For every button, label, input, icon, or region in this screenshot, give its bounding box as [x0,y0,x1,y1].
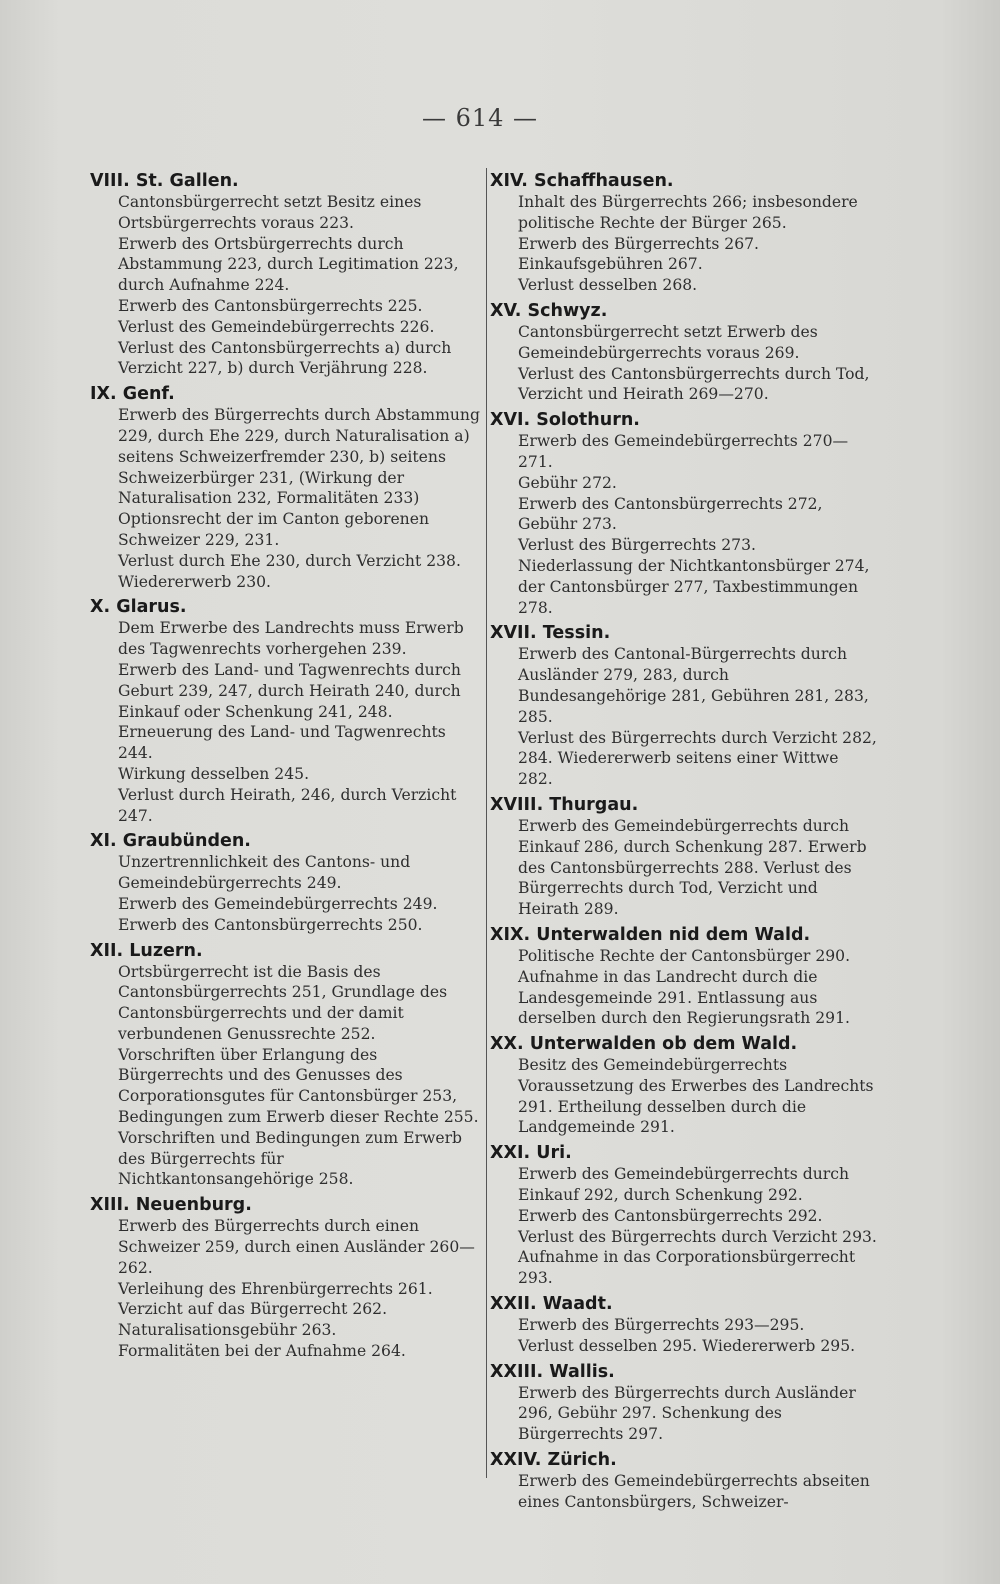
index-entry: Verlust des Gemeindebürgerrechts 226. [118,317,435,336]
index-entry: Verlust durch Heirath, 246, durch Verzicht 247. [118,785,457,825]
index-entry: Verlust des Bürgerrechts durch Verzicht 293. Aufnahme in das Corporationsbürgerrecht 293. [518,1227,877,1288]
index-entry: Verlust desselben 295. Wiedererwerb 295. [518,1336,856,1355]
index-entry: Optionsrecht der im Canton geborenen Schweizer 229, 231. [118,510,429,549]
index-section [490,1142,878,1289]
section-heading: XV. Schwyz. [490,300,608,321]
page-number: — 614 — [421,104,539,132]
section-heading: XXIII. Wallis. [490,1361,615,1382]
section-heading: XIX. Unterwalden nid dem Wald. [490,924,811,945]
right-column [490,168,878,1517]
index-entry: Gebühr 272. [518,473,617,492]
index-entry: Erwerb des Bürgerrechts 293—295. [518,1316,805,1335]
index-section [90,940,482,1191]
section-heading: X. Glarus. [90,597,187,618]
index-entry: Erwerb des Gemeindebürgerrechts 249. [118,894,438,913]
index-entry: Erwerb des Gemeindebürgerrechts durch Einkauf 286, durch Schenkung 287. Erwerb des Cantonsbürgerrechts 288. Verlust des Bürgerrechts durch Tod, Verzicht und Heirath 289. [518,816,867,919]
index-section [490,1449,878,1513]
index-entry: Verlust des Cantonsbürgerrechts a) durch Verzicht 227, b) durch Verjährung 228. [118,338,452,378]
index-entry: Erwerb des Bürgerrechts 267. [518,234,760,253]
section-heading: XVII. Tessin. [490,623,611,644]
section-heading: XXII. Waadt. [490,1294,613,1315]
index-entry: Cantonsbürgerrecht setzt Besitz eines Ortsbürgerrechts voraus 223. [118,193,422,232]
index-entry: Erwerb des Cantonsbürgerrechts 250. [118,915,423,934]
index-entry: Niederlassung der Nichtkantonsbürger 274, der Cantonsbürger 277, Taxbestimmungen 278. [518,556,870,617]
index-entry: Besitz des Gemeindebürgerrechts Voraussetzung des Erwerbes des Landrechts 291. Ertheilung desselben durch die Landgemeinde 291. [518,1056,874,1137]
index-entry: Verleihung des Ehrenbürgerrechts 261. [118,1279,433,1298]
index-entry: Ortsbürgerrecht ist die Basis des Cantonsbürgerrechts 251, Grundlage des Cantonsbürgerrechts und der damit verbundenen Genussrechte 252. [118,962,448,1043]
index-entry: Naturalisationsgebühr 263. [118,1321,337,1340]
index-entry: Cantonsbürgerrecht setzt Erwerb des Gemeindebürgerrechts voraus 269. [518,322,818,362]
section-heading: XIV. Schaffhausen. [490,171,674,191]
index-entry: Erwerb des Cantonsbürgerrechts 225. [118,296,423,315]
section-heading: XVI. Solothurn. [490,410,640,431]
index-entry: Formalitäten bei der Aufnahme 264. [118,1342,406,1361]
index-entry: Erneuerung des Land- und Tagwenrechts 244. [118,723,446,763]
index-section [90,170,482,379]
index-entry: Erwerb des Gemeindebürgerrechts 270—271. [518,432,849,471]
index-entry: Erwerb des Bürgerrechts durch Abstammung 229, durch Ehe 229, durch Naturalisation a) seitens Schweizerfremder 230, b) seitens Schweizerbürger 231, (Wirkung der Naturalisation 232, Formalitäten 233) [118,406,480,508]
index-entry: Erwerb des Ortsbürgerrechts durch Abstammung 223, durch Legitimation 223, durch Aufnahme 224. [118,234,459,295]
section-heading: XXIV. Zürich. [490,1450,617,1471]
index-entry: Erwerb des Bürgerrechts durch einen Schweizer 259, durch einen Ausländer 260—262. [118,1217,475,1277]
index-entry: Erwerb des Cantonsbürgerrechts 272, Gebühr 273. [518,494,823,534]
index-section [90,1194,482,1362]
index-entry: Vorschriften und Bedingungen zum Erwerb des Bürgerrechts für Nichtkantonsangehörige 258. [118,1128,463,1189]
index-entry: Erwerb des Bürgerrechts durch Ausländer 296, Gebühr 297. Schenkung des Bürgerrechts 297. [518,1383,856,1444]
index-entry: Verlust desselben 268. [518,276,698,295]
section-heading: XIII. Neuenburg. [90,1195,252,1216]
index-section [90,383,482,592]
index-section [90,596,482,826]
index-entry: Verzicht auf das Bürgerrecht 262. [118,1300,388,1319]
section-heading: XII. Luzern. [90,940,203,961]
index-entry: Dem Erwerbe des Landrechts muss Erwerb des Tagwenrechts vorhergehen 239. [118,619,464,659]
index-section [490,1293,878,1357]
index-entry: Wiedererwerb 230. [118,572,272,591]
index-section [90,830,482,935]
index-entry: Politische Rechte der Cantonsbürger 290. [518,946,851,965]
column-divider [486,168,487,1478]
index-entry: Wirkung desselben 245. [118,764,310,783]
index-entry: Erwerb des Land- und Tagwenrechts durch Geburt 239, 247, durch Heirath 240, durch Einkauf oder Schenkung 241, 248. [118,660,461,721]
index-entry: Verlust des Bürgerrechts durch Verzicht 282, 284. Wiedererwerb seitens einer Wittwe 282. [518,728,877,789]
index-entry: Erwerb des Cantonsbürgerrechts 292. [518,1206,823,1225]
index-entry: Erwerb des Gemeindebürgerrechts durch Einkauf 292, durch Schenkung 292. [518,1165,850,1205]
section-heading: XVIII. Thurgau. [490,794,639,815]
index-entry: Unzertrennlichkeit des Cantons- und Gemeindebürgerrechts 249. [118,853,411,893]
index-entry: Aufnahme in das Landrecht durch die Landesgemeinde 291. Entlassung aus derselben durch den Regierungsrath 291. [518,967,850,1028]
index-entry: Vorschriften über Erlangung des Bürgerrechts und des Genusses des Corporationsgutes für Cantonsbürger 253, Bedingungen zum Erwerb dieser Rechte 255. [118,1045,479,1127]
index-section [490,794,878,920]
index-section [490,300,878,405]
section-heading: VIII. St. Gallen. [90,171,239,191]
index-section [490,924,878,1029]
index-section [490,622,878,790]
index-entry: Verlust des Bürgerrechts 273. [518,536,756,555]
section-heading: XI. Graubünden. [90,831,251,852]
index-section [490,170,878,296]
index-entry: Einkaufsgebühren 267. [518,255,703,274]
index-entry: Verlust durch Ehe 230, durch Verzicht 238. [118,551,461,570]
index-section [490,1033,878,1138]
index-section [490,409,878,618]
section-heading: IX. Genf. [90,384,175,405]
left-column [90,168,482,1366]
section-heading: XXI. Uri. [490,1143,572,1164]
index-entry: Verlust des Cantonsbürgerrechts durch Tod, Verzicht und Heirath 269—270. [518,364,870,404]
index-section [490,1361,878,1445]
index-entry: Erwerb des Gemeindebürgerrechts abseiten eines Cantonsbürgers, Schweizer- [518,1472,870,1511]
section-heading: XX. Unterwalden ob dem Wald. [490,1034,798,1055]
index-entry: Erwerb des Cantonal-Bürgerrechts durch Ausländer 279, 283, durch Bundesangehörige 281, Gebühren 281, 283, 285. [518,645,869,726]
index-entry: Inhalt des Bürgerrechts 266; insbesondere politische Rechte der Bürger 265. [518,193,858,232]
